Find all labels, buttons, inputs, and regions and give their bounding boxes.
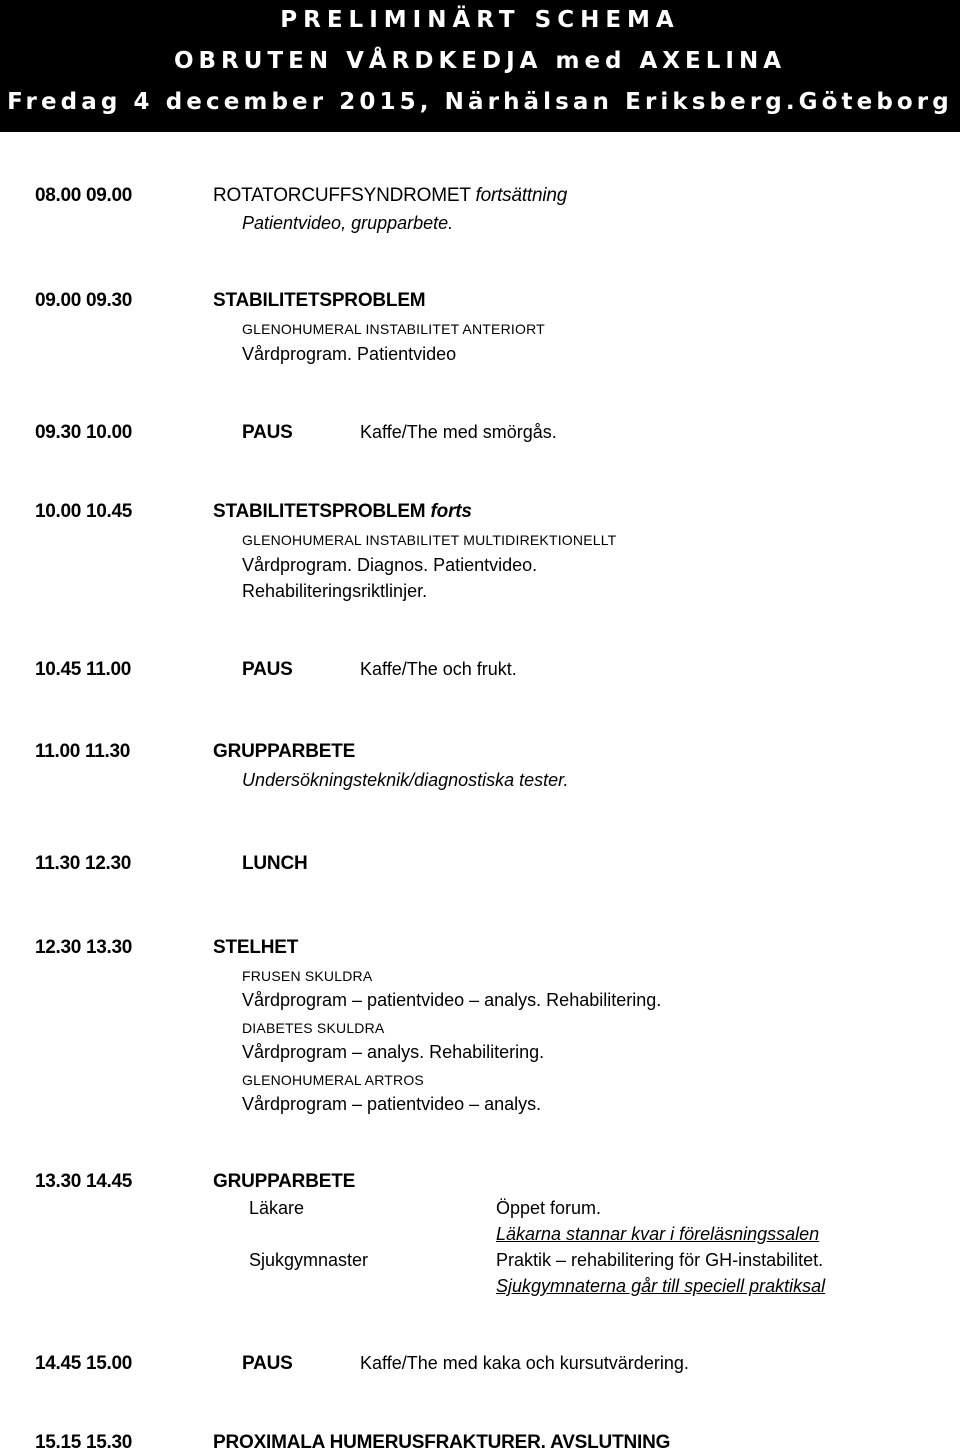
session-title: PROXIMALA HUMERUSFRAKTURER. AVSLUTNING [213,1432,671,1453]
session-time: 11.30 12.30 [35,853,132,874]
session-title: STABILITETSPROBLEM [213,290,426,311]
session-title: ROTATORCUFFSYNDROMET fortsättning [213,185,568,206]
session-note: Kaffe/The och frukt. [360,659,517,679]
session-time: 09.00 09.30 [35,290,133,311]
session-title: STABILITETSPROBLEM forts [213,501,472,522]
schedule-header [0,0,960,132]
session-time: 15.15 15.30 [35,1432,133,1453]
session-note: Kaffe/The med kaka och kursutvärdering. [360,1353,689,1373]
group-detail: Läkarna stannar kvar i föreläsningssalen [496,1224,820,1244]
session-title: GRUPPARBETE [213,1171,356,1192]
session-time: 11.00 11.30 [35,741,130,762]
session-time: 10.45 11.00 [35,659,132,680]
session-time: 14.45 15.00 [35,1353,133,1374]
session-detail: Vårdprogram. Patientvideo [242,344,457,364]
session-time: 10.00 10.45 [35,501,133,522]
group-detail: Praktik – rehabilitering för GH-instabilitet. [496,1250,824,1270]
session-time: 09.30 10.00 [35,422,133,443]
session-topic: GLENOHUMERAL INSTABILITET ANTERIORT [242,321,545,337]
session-topic: DIABETES SKULDRA [242,1020,385,1036]
session-detail: Vårdprogram – patientvideo – analys. Rehabilitering. [242,990,662,1010]
session-title: LUNCH [242,853,308,874]
session-detail: Vårdprogram. Diagnos. Patientvideo. [242,555,538,575]
session-time: 13.30 14.45 [35,1171,133,1192]
group-name: Läkare [249,1198,305,1218]
session-detail: Vårdprogram – analys. Rehabilitering. [242,1042,545,1062]
session-title: GRUPPARBETE [213,741,356,762]
header-subtitle: OBRUTEN VÅRDKEDJA med AXELINA [173,48,787,74]
session-topic: FRUSEN SKULDRA [242,968,373,984]
session-title: PAUS [242,422,293,443]
session-detail: Undersökningsteknik/diagnostiska tester. [242,770,569,790]
session-topic: GLENOHUMERAL INSTABILITET MULTIDIREKTIONELLT [242,532,617,548]
header-title: PRELIMINÄRT SCHEMA [280,7,680,33]
session-detail: Patientvideo, grupparbete. [242,213,454,233]
session-title: PAUS [242,1353,293,1374]
session-time: 08.00 09.00 [35,185,133,206]
session-detail: Rehabiliteringsriktlinjer. [242,581,428,601]
session-detail: Vårdprogram – patientvideo – analys. [242,1094,542,1114]
group-detail: Öppet forum. [496,1198,602,1218]
session-time: 12.30 13.30 [35,937,133,958]
session-title: STELHET [213,937,299,958]
group-detail: Sjukgymnaterna går till speciell praktiksal [496,1276,826,1296]
group-name: Sjukgymnaster [249,1250,369,1270]
header-date-location: Fredag 4 december 2015, Närhälsan Eriksberg.Göteborg [7,89,953,115]
session-topic: GLENOHUMERAL ARTROS [242,1072,424,1088]
session-note: Kaffe/The med smörgås. [360,422,557,442]
session-title: PAUS [242,659,293,680]
